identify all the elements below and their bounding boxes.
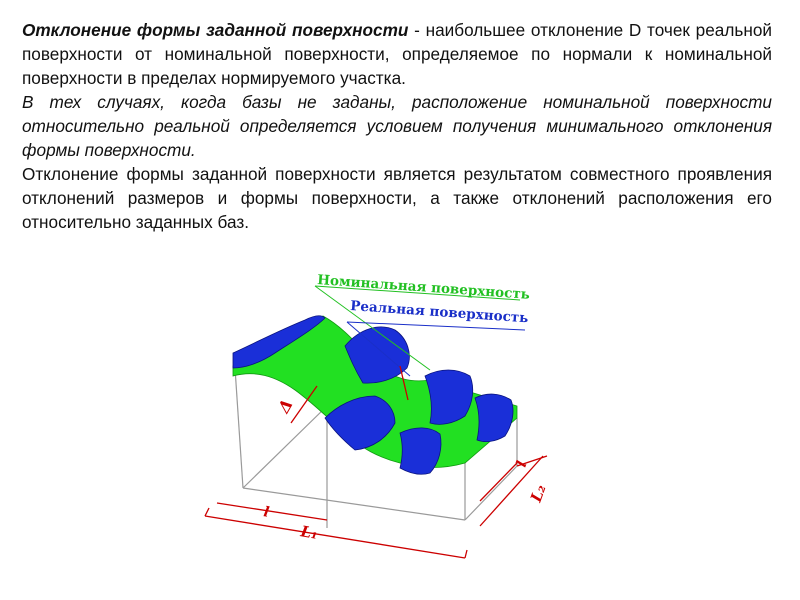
delta-label: Δ: [274, 395, 297, 416]
surface-deviation-figure: [195, 258, 575, 593]
l-side-label: l: [513, 458, 531, 470]
definition-text: - наибольшее отклонение D точек реальной поверхности от номинальной поверхности, определяемое по нормали к номинальной поверхности в пределах нормируемого участка.: [22, 20, 772, 88]
definition-paragraph: [22, 18, 772, 90]
L1-label: L₁: [299, 522, 320, 543]
text-content: [22, 18, 772, 234]
result-paragraph: Отклонение формы заданной поверхности является результатом совместного проявления отклонений размеров и формы поверхности, а также отклонений расположения его относительно заданных баз.: [22, 164, 772, 232]
defined-term: Отклонение формы заданной поверхности: [22, 20, 409, 40]
surface-diagram: [195, 258, 575, 593]
no-bases-paragraph: В тех случаях, когда базы не заданы, расположение номинальной поверхности относительно реальной определяется условием получения минимального отклонения формы поверхности.: [22, 92, 772, 160]
l-front-label: l: [262, 504, 271, 521]
L2-label: L₂: [526, 482, 550, 505]
nominal-surface-label: Номинальная поверхность: [316, 272, 531, 303]
real-surface-label: Реальная поверхность: [349, 298, 529, 327]
